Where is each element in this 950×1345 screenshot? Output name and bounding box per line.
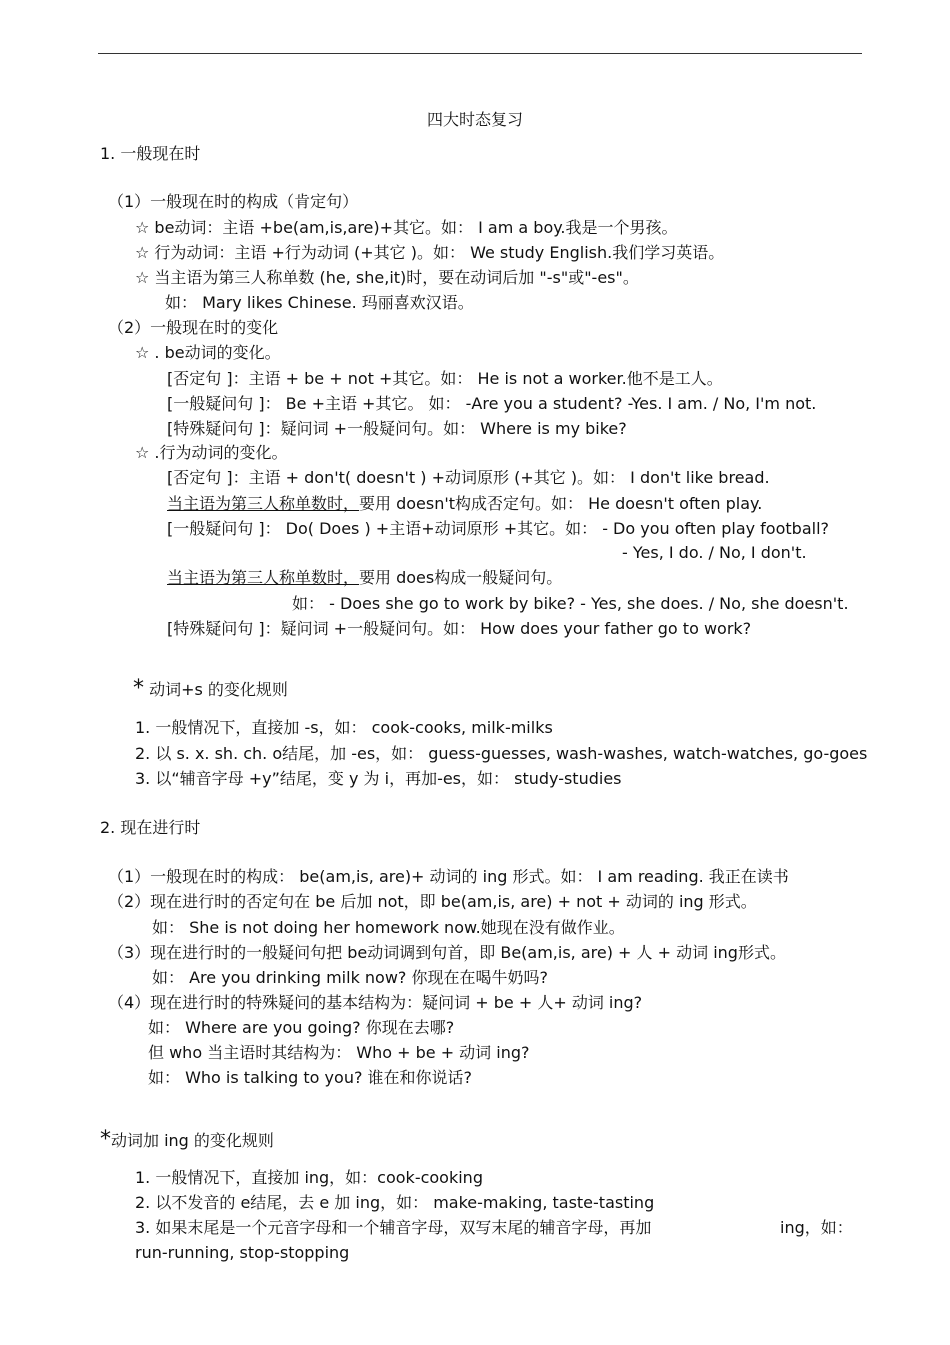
rule-line: [特殊疑问句 ]：疑问词 +一般疑问句。如： Where is my bike? <box>167 419 627 438</box>
list-item: 1. 一般情况下，直接加 ing，如：cook-cooking <box>135 1168 483 1187</box>
be-verb-heading: ☆ . be动词的变化。 <box>135 343 281 362</box>
rule-line: [一般疑问句 ]： Do( Does ) +主语+动词原形 +其它。如： - Do you often play football? <box>167 519 830 538</box>
rule-text: 要用 doesn't构成否定句。如： He doesn't often play. <box>359 494 763 513</box>
section-2-heading: 2. 现在进行时 <box>100 818 201 837</box>
example-line: 如： Are you drinking milk now? 你现在在喝牛奶吗? <box>152 968 549 987</box>
example-line: 如： - Does she go to work by bike? - Yes, she does. / No, she doesn't. <box>292 594 849 613</box>
list-item: 2. 以不发音的 e结尾，去 e 加 ing，如： make-making, taste-tasting <box>135 1193 655 1212</box>
asterisk-icon: * <box>100 1127 111 1152</box>
rules-ing-heading <box>100 1127 274 1152</box>
example-line: 如： Mary likes Chinese. 玛丽喜欢汉语。 <box>165 293 474 312</box>
section-1-heading: 1. 一般现在时 <box>100 144 201 163</box>
rule-line: （4）现在进行时的特殊疑问的基本结构为：疑问词 + be + 人+ 动词 ing? <box>108 993 643 1012</box>
rule-line: ☆ 行为动词：主语 +行为动词 (+其它 )。如： We study English.我们学习英语。 <box>135 243 725 262</box>
heading-text: 动词+s 的变化规则 <box>149 680 288 699</box>
heading-text: 动词加 ing 的变化规则 <box>111 1131 274 1150</box>
rule-line <box>167 568 562 588</box>
list-item-tail: ing，如： <box>780 1218 853 1237</box>
subsection-1-2: （2）一般现在时的变化 <box>108 318 279 337</box>
list-item: 3. 如果末尾是一个元音字母和一个辅音字母，双写末尾的辅音字母，再加 <box>135 1218 652 1237</box>
rule-line: ☆ be动词：主语 +be(am,is,are)+其它。如： I am a boy.我是一个男孩。 <box>135 218 678 237</box>
subsection-1-1: （1）一般现在时的构成（肯定句） <box>108 192 359 211</box>
underlined-text: 当主语为第三人称单数时， <box>167 494 360 513</box>
example-line: 如： She is not doing her homework now.她现在没有做作业。 <box>152 918 625 937</box>
rule-line <box>167 494 762 514</box>
list-item: 3. 以“辅音字母 +y”结尾，变 y 为 i，再加-es，如： study-studies <box>135 769 622 788</box>
rule-line: [特殊疑问句 ]：疑问词 +一般疑问句。如： How does your father go to work? <box>167 619 752 638</box>
example-line: 如： Where are you going? 你现在去哪? <box>148 1018 455 1037</box>
rule-line: [一般疑问句 ]： Be +主语 +其它。 如： -Are you a student? -Yes. I am. / No, I'm not. <box>167 394 817 413</box>
rule-line: （1）一般现在时的构成： be(am,is, are)+ 动词的 ing 形式。如： I am reading. 我正在读书 <box>108 867 789 886</box>
rule-line: （2）现在进行时的否定句在 be 后加 not，即 be(am,is, are) + not + 动词的 ing 形式。 <box>108 892 757 911</box>
rule-line: [否定句 ]：主语 + be + not +其它。如： He is not a worker.他不是工人。 <box>167 369 723 388</box>
page-title: 四大时态复习 <box>426 110 523 129</box>
underlined-text: 当主语为第三人称单数时， <box>167 568 360 587</box>
rule-line: ☆ 当主语为第三人称单数 (he, she,it)时，要在动词后加 "-s"或"-es"。 <box>135 268 639 287</box>
rule-line: [否定句 ]：主语 + don't( doesn't ) +动词原形 (+其它 )。如： I don't like bread. <box>167 468 770 487</box>
rule-line: （3）现在进行时的一般疑问句把 be动词调到句首，即 Be(am,is, are) + 人 + 动词 ing形式。 <box>108 943 786 962</box>
action-verb-heading: ☆ .行为动词的变化。 <box>135 443 288 462</box>
rules-s-heading <box>133 676 288 701</box>
example-line: 如： Who is talking to you? 谁在和你说话? <box>148 1068 473 1087</box>
asterisk-icon: * <box>133 676 144 701</box>
rule-text: 要用 does构成一般疑问句。 <box>359 568 563 587</box>
list-item-continuation: run-running, stop-stopping <box>135 1243 350 1262</box>
rule-line: 但 who 当主语时其结构为： Who + be + 动词 ing? <box>148 1043 530 1062</box>
answer-line: - Yes, I do. / No, I don't. <box>622 543 807 562</box>
list-item: 1. 一般情况下，直接加 -s，如： cook-cooks, milk-milks <box>135 718 553 737</box>
list-item: 2. 以 s. x. sh. ch. o结尾，加 -es，如： guess-guesses, wash-washes, watch-watches, go-goes <box>135 744 868 763</box>
top-rule <box>98 53 862 54</box>
